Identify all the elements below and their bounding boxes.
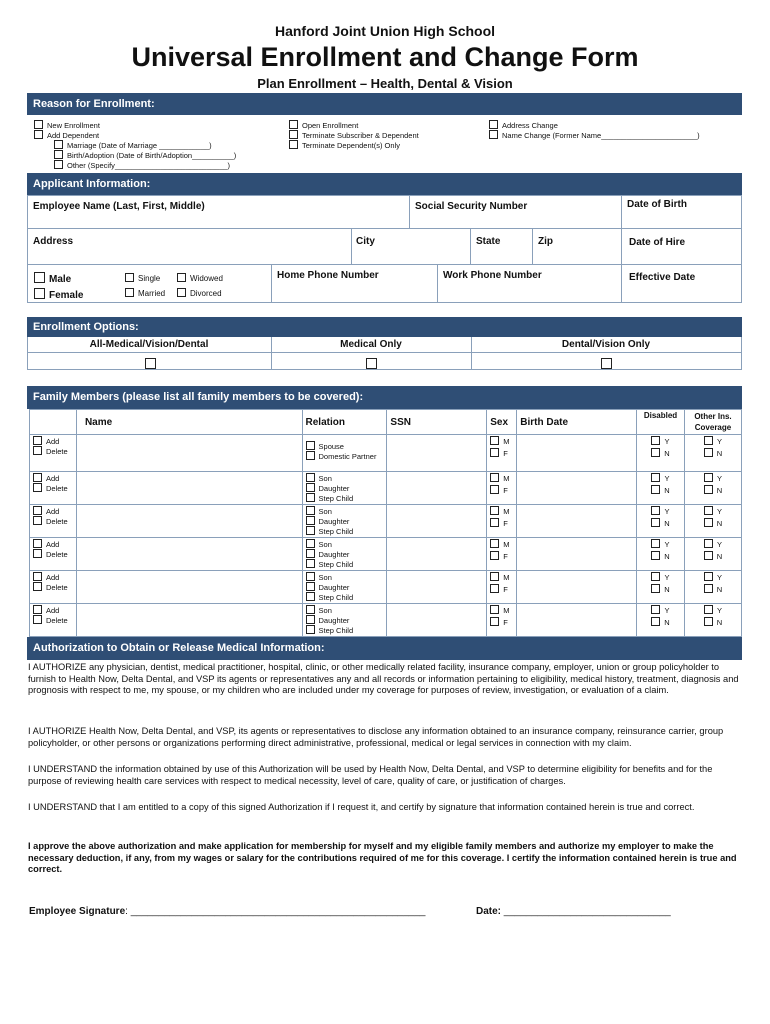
date-of-hire-field[interactable]: Date of Hire [629, 237, 686, 248]
checkbox[interactable] [34, 288, 45, 299]
family-header-ssn: SSN [387, 410, 487, 435]
relation-step-child[interactable]: Step Child [306, 526, 384, 536]
disabled-y[interactable]: Y [640, 605, 681, 615]
member-birth-date-cell[interactable] [517, 604, 637, 637]
family-header-other-ins: Other Ins. Coverage [684, 410, 741, 435]
signature-row: Employee Signature: _____________________________________________________ [29, 906, 426, 917]
member-ssn-cell[interactable] [387, 538, 487, 571]
option-dental-vision-label: Dental/Vision Only [561, 339, 651, 350]
sex-f[interactable]: F [490, 584, 513, 594]
checkbox[interactable] [34, 130, 43, 139]
member-ssn-cell[interactable] [387, 435, 487, 472]
school-name: Hanford Joint Union High School [274, 23, 496, 39]
applicant-heading: Applicant Information: [27, 173, 742, 195]
authorization-paragraph-3: I UNDERSTAND the information obtained by use of this Authorization will be used by Health Now, Delta Dental, and VSP to determine eligibility for benefits and for the purpose of reviewing health care services with respect to medical necessity, level of care, quality of care, or justification of charges. [28, 764, 713, 786]
other-ins-n[interactable]: N [688, 518, 738, 528]
city-field[interactable]: City [356, 236, 375, 247]
disabled-y[interactable]: Y [640, 473, 681, 483]
member-birth-date-cell[interactable] [517, 538, 637, 571]
member-name-cell[interactable] [76, 571, 302, 604]
relation-step-child[interactable]: Step Child [306, 592, 384, 602]
reason-terminate-dependent[interactable]: Terminate Dependent(s) Only [289, 140, 419, 150]
other-ins-n[interactable]: N [688, 617, 738, 627]
family-header-relation: Relation [302, 410, 387, 435]
relation-son[interactable]: Son [306, 473, 384, 483]
member-name-cell[interactable] [76, 604, 302, 637]
address-field[interactable]: Address [33, 236, 74, 247]
member-ssn-cell[interactable] [387, 505, 487, 538]
sex-m[interactable]: M [490, 436, 513, 446]
authorization-paragraph-4: I UNDERSTAND that I am entitled to a copy of this signed Authorization if I request it, and certify by signature that information contained herein is true and correct. [28, 802, 695, 812]
sex-f[interactable]: F [490, 551, 513, 561]
delete-option[interactable]: Delete [33, 446, 73, 456]
other-ins-n[interactable]: N [688, 448, 738, 458]
table-row [30, 472, 742, 505]
family-table [29, 409, 742, 637]
delete-option[interactable]: Delete [33, 615, 73, 625]
reason-col1 [34, 120, 236, 170]
other-ins-n[interactable]: N [688, 485, 738, 495]
option-medical-checkbox[interactable] [366, 355, 377, 373]
relation-spouse[interactable]: Spouse [306, 441, 384, 451]
relation-daughter[interactable]: Daughter [306, 549, 384, 559]
disabled-n[interactable]: N [640, 518, 681, 528]
member-name-cell[interactable] [76, 505, 302, 538]
disabled-y[interactable]: Y [640, 506, 681, 516]
other-ins-y[interactable]: Y [688, 539, 738, 549]
member-birth-date-cell[interactable] [517, 435, 637, 472]
status-married[interactable]: Married [125, 288, 165, 299]
reason-col2 [289, 120, 419, 150]
reason-col3 [489, 120, 700, 140]
family-heading: Family Members (please list all family members to be covered): [27, 386, 742, 409]
checkbox[interactable] [289, 140, 298, 149]
relation-daughter[interactable]: Daughter [306, 615, 384, 625]
status-single[interactable]: Single [125, 273, 160, 284]
other-ins-y[interactable]: Y [688, 473, 738, 483]
checkbox[interactable] [54, 150, 63, 159]
add-option[interactable]: Add [33, 506, 73, 516]
checkbox[interactable] [289, 130, 298, 139]
date-label: Date: [476, 906, 502, 917]
sex-m[interactable]: M [490, 572, 513, 582]
authorization-paragraph-5: I approve the above authorization and make application for membership for myself and my eligible family members and authorize my employer to make the necessary deduction, if any, from my wages or salary for the contributions required of me for this coverage. I certify the information contained herein is true and correct. [28, 841, 737, 875]
family-header-blank [30, 410, 77, 435]
ssn-field[interactable]: Social Security Number [415, 201, 528, 212]
sex-m[interactable]: M [490, 605, 513, 615]
home-phone-field[interactable]: Home Phone Number [277, 270, 379, 281]
date-row [476, 906, 671, 917]
reason-heading: Reason for Enrollment: [27, 93, 742, 115]
checkbox[interactable] [289, 120, 298, 129]
table-row [30, 538, 742, 571]
gender-male[interactable]: Male [34, 272, 71, 285]
relation-step-child[interactable]: Step Child [306, 493, 384, 503]
table-row [30, 604, 742, 637]
reason-new-enrollment[interactable]: New Enrollment [34, 120, 236, 130]
reason-terminate-subscriber[interactable]: Terminate Subscriber & Dependent [289, 130, 419, 140]
add-option[interactable]: Add [33, 436, 73, 446]
enrollment-heading: Enrollment Options: [27, 317, 742, 337]
table-row [30, 435, 742, 472]
status-divorced[interactable]: Divorced [177, 288, 222, 299]
disabled-y[interactable]: Y [640, 539, 681, 549]
checkbox[interactable] [54, 160, 63, 169]
option-all-label: All-Medical/Vision/Dental [89, 339, 209, 350]
sex-f[interactable]: F [490, 448, 513, 458]
disabled-y[interactable]: Y [640, 436, 681, 446]
state-field[interactable]: State [476, 236, 501, 247]
relation-step-child[interactable]: Step Child [306, 559, 384, 569]
relation-son[interactable]: Son [306, 572, 384, 582]
relation-step-child[interactable]: Step Child [306, 625, 384, 635]
work-phone-field[interactable]: Work Phone Number [443, 270, 542, 281]
member-ssn-cell[interactable] [387, 472, 487, 505]
family-header-disabled: Disabled [637, 410, 685, 435]
reason-other[interactable]: Other (Specify___________________________) [54, 160, 236, 170]
delete-option[interactable]: Delete [33, 516, 73, 526]
option-medical-label: Medical Only [340, 339, 402, 350]
disabled-n[interactable]: N [640, 551, 681, 561]
add-option[interactable]: Add [33, 473, 73, 483]
sex-m[interactable]: M [490, 473, 513, 483]
checkbox[interactable] [177, 288, 186, 297]
relation-daughter[interactable]: Daughter [306, 516, 384, 526]
sex-m[interactable]: M [490, 539, 513, 549]
sex-f[interactable]: F [490, 617, 513, 627]
reason-marriage[interactable]: Marriage (Date of Marriage ____________) [54, 140, 236, 150]
form-title: Universal Enrollment and Change Form [131, 42, 639, 72]
signature-label: Employee Signature [29, 906, 126, 917]
add-option[interactable]: Add [33, 572, 73, 582]
other-ins-n[interactable]: N [688, 584, 738, 594]
other-ins-n[interactable]: N [688, 551, 738, 561]
reason-add-dependent[interactable]: Add Dependent [34, 130, 236, 140]
authorization-paragraph-1: I AUTHORIZE any physician, dentist, medical practitioner, hospital, clinic, or other medically related facility, insurance company, employer, union or group policyholder to furnish to Health Now, Delta Dental, and VSP its agents or representatives any and all records or information pertaining to eligibility, medical history, treatment, diagnosis and prognosis with respect to me, my spouse, or my children who are included under my coverage for purposes of review, investigation, or evaluation of a claim. [28, 662, 739, 696]
table-row [30, 505, 742, 538]
family-header-birth-date: Birth Date [517, 410, 637, 435]
member-ssn-cell[interactable] [387, 571, 487, 604]
disabled-n[interactable]: N [640, 617, 681, 627]
sex-m[interactable]: M [490, 506, 513, 516]
checkbox[interactable] [125, 273, 134, 282]
delete-option[interactable]: Delete [33, 483, 73, 493]
sex-f[interactable]: F [490, 485, 513, 495]
family-header-name: Name [76, 410, 302, 435]
add-option[interactable]: Add [33, 605, 73, 615]
sex-f[interactable]: F [490, 518, 513, 528]
gender-female[interactable]: Female [34, 288, 83, 301]
dob-field[interactable]: Date of Birth [627, 199, 687, 210]
disabled-y[interactable]: Y [640, 572, 681, 582]
other-ins-y[interactable]: Y [688, 605, 738, 615]
member-name-cell[interactable] [76, 538, 302, 571]
checkbox[interactable] [125, 288, 134, 297]
form-subtitle: Plan Enrollment – Health, Dental & Vision [257, 76, 513, 91]
checkbox[interactable] [34, 272, 45, 283]
disabled-n[interactable]: N [640, 448, 681, 458]
relation-domestic-partner[interactable]: Domestic Partner [306, 451, 384, 461]
member-ssn-cell[interactable] [387, 604, 487, 637]
checkbox[interactable] [489, 130, 498, 139]
authorization-paragraph-2: I AUTHORIZE Health Now, Delta Dental, and VSP, its agents or representatives to disclose any information obtained to an insurance company, reinsurance carrier, group policyholder, or other persons or organizations performing direct administrative, professional, medical or legal services in connection with my claim. [28, 726, 724, 748]
reason-birth-adoption[interactable]: Birth/Adoption (Date of Birth/Adoption__________) [54, 150, 236, 160]
employee-name-field[interactable]: Employee Name (Last, First, Middle) [33, 201, 205, 212]
reason-open-enrollment[interactable]: Open Enrollment [289, 120, 419, 130]
member-name-cell[interactable] [76, 435, 302, 472]
member-birth-date-cell[interactable] [517, 472, 637, 505]
effective-date-field[interactable]: Effective Date [629, 272, 696, 283]
reason-name-change[interactable]: Name Change (Former Name_______________________) [489, 130, 700, 140]
date-line[interactable]: ______________________________ [503, 906, 671, 917]
other-ins-y[interactable]: Y [688, 506, 738, 516]
relation-son[interactable]: Son [306, 605, 384, 615]
add-option[interactable]: Add [33, 539, 73, 549]
signature-line[interactable]: _____________________________________________________ [130, 906, 426, 917]
relation-daughter[interactable]: Daughter [306, 483, 384, 493]
checkbox[interactable] [489, 120, 498, 129]
relation-son[interactable]: Son [306, 539, 384, 549]
relation-son[interactable]: Son [306, 506, 384, 516]
authorization-heading: Authorization to Obtain or Release Medical Information: [27, 637, 742, 660]
zip-field[interactable]: Zip [538, 236, 553, 247]
member-birth-date-cell[interactable] [517, 505, 637, 538]
delete-option[interactable]: Delete [33, 549, 73, 559]
family-header-sex: Sex [487, 410, 517, 435]
member-name-cell[interactable] [76, 472, 302, 505]
checkbox[interactable] [34, 120, 43, 129]
relation-daughter[interactable]: Daughter [306, 582, 384, 592]
member-birth-date-cell[interactable] [517, 571, 637, 604]
table-row [30, 571, 742, 604]
option-dental-vision-checkbox[interactable] [601, 355, 612, 373]
disabled-n[interactable]: N [640, 485, 681, 495]
reason-address-change[interactable]: Address Change [489, 120, 700, 130]
option-all-checkbox[interactable] [145, 355, 156, 373]
disabled-n[interactable]: N [640, 584, 681, 594]
other-ins-y[interactable]: Y [688, 436, 738, 446]
other-ins-y[interactable]: Y [688, 572, 738, 582]
checkbox[interactable] [177, 273, 186, 282]
delete-option[interactable]: Delete [33, 582, 73, 592]
checkbox[interactable] [54, 140, 63, 149]
status-widowed[interactable]: Widowed [177, 273, 223, 284]
